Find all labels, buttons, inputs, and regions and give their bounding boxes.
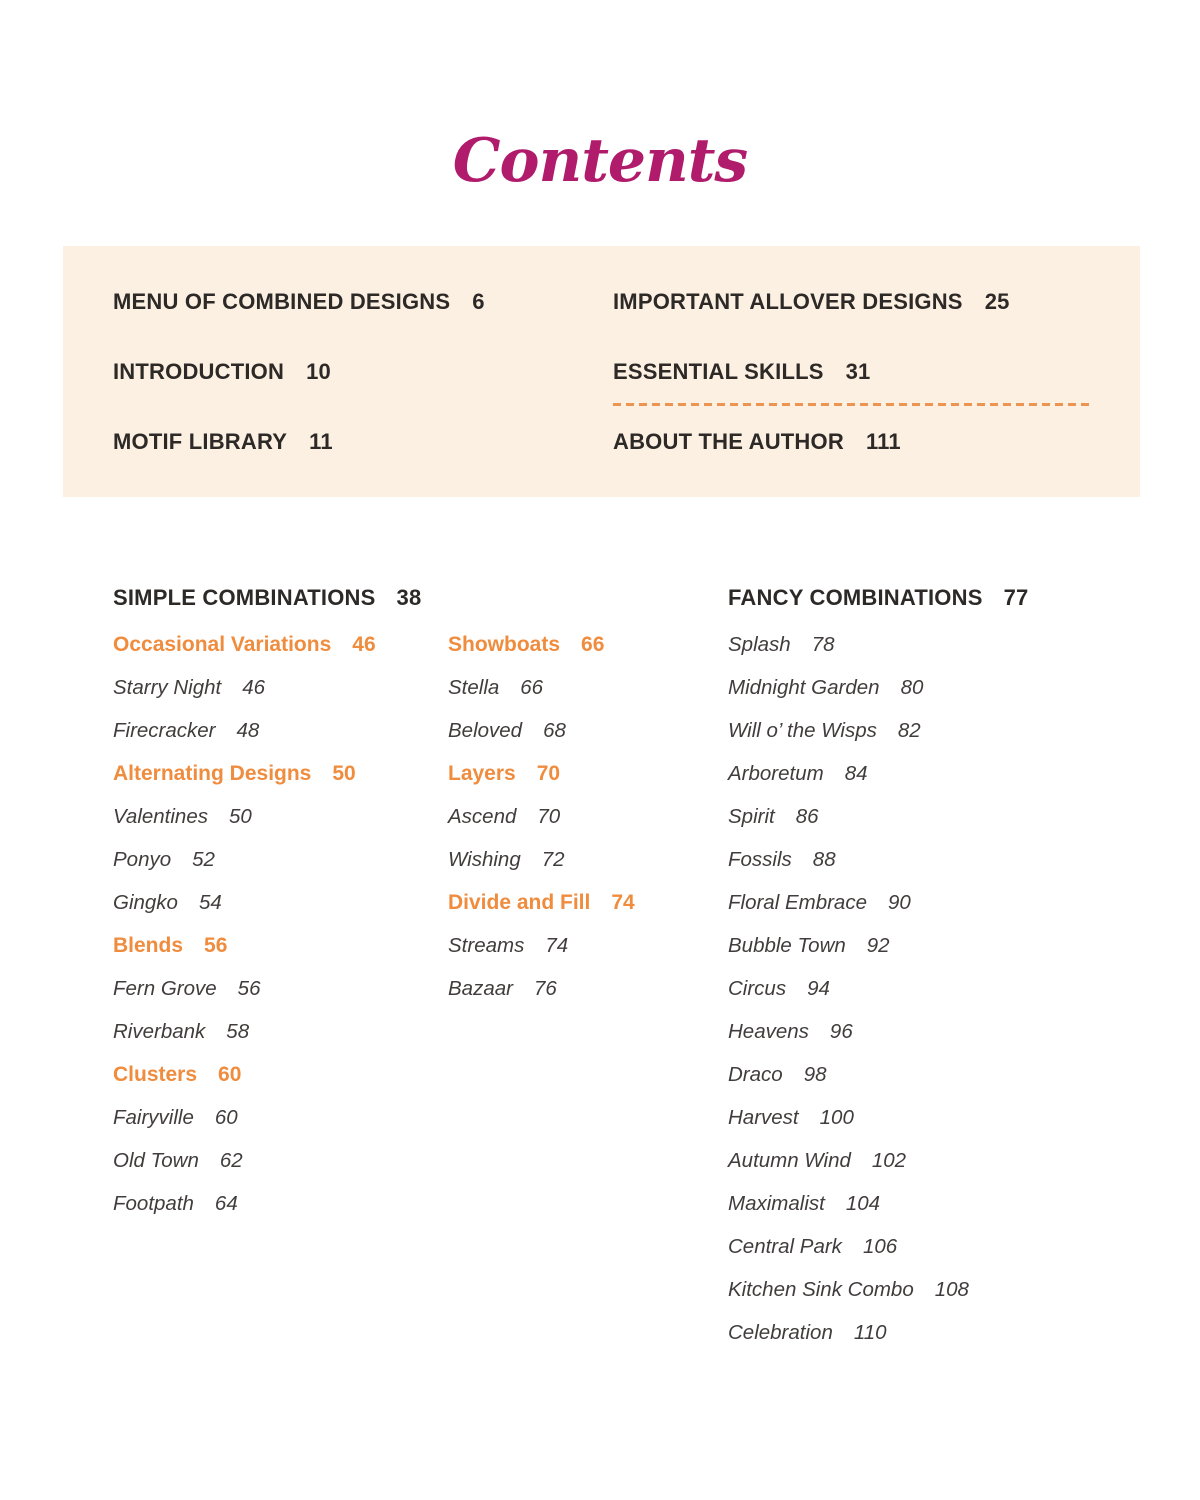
toc-entry-label: Maximalist — [728, 1192, 825, 1215]
toc-entry-page: 106 — [862, 1235, 898, 1258]
toc-entry-page: 98 — [803, 1063, 827, 1086]
toc-subhead-label: Clusters — [113, 1063, 198, 1086]
toc-front-page: 6 — [472, 289, 485, 314]
toc-front-page: 111 — [865, 429, 901, 454]
toc-subhead — [113, 924, 453, 967]
toc-entry-page: 96 — [829, 1020, 853, 1043]
toc-subhead-label: Blends — [113, 934, 184, 957]
toc-entry-page: 86 — [795, 805, 819, 828]
toc-entry — [728, 795, 1158, 838]
toc-entry — [448, 967, 738, 1010]
toc-entry-label: Firecracker — [113, 719, 216, 742]
toc-entry-page: 102 — [871, 1149, 907, 1172]
toc-front-row — [613, 337, 1010, 407]
toc-front-label: ABOUT THE AUTHOR — [613, 429, 844, 454]
section-header-label: FANCY COMBINATIONS — [728, 585, 983, 610]
toc-entry-label: Bubble Town — [728, 934, 846, 957]
section-header-fancy-combinations — [728, 576, 1158, 619]
simple-combinations-column-2 — [448, 576, 738, 1010]
toc-entry — [728, 881, 1158, 924]
toc-entry-page: 110 — [853, 1321, 887, 1344]
toc-entry — [728, 1182, 1158, 1225]
toc-subhead — [448, 881, 738, 924]
dashed-divider — [613, 403, 1090, 406]
toc-front-label: MOTIF LIBRARY — [113, 429, 288, 454]
toc-front-row — [613, 267, 1010, 337]
toc-entry — [448, 709, 738, 752]
toc-entry — [728, 666, 1158, 709]
toc-entry — [728, 1053, 1158, 1096]
toc-front-page: 10 — [306, 359, 331, 384]
toc-subhead-page: 46 — [352, 633, 376, 656]
toc-front-label: INTRODUCTION — [113, 359, 285, 384]
toc-front-label: ESSENTIAL SKILLS — [613, 359, 824, 384]
front-matter-left-column — [113, 267, 485, 477]
page-title: Contents — [452, 126, 748, 196]
simple-combinations-column-1 — [113, 576, 453, 1225]
toc-subhead-label: Alternating Designs — [113, 762, 312, 785]
toc-front-row — [113, 407, 485, 477]
toc-entry — [728, 1139, 1158, 1182]
toc-entry-page: 68 — [543, 719, 566, 742]
toc-entry-page: 82 — [897, 719, 921, 742]
toc-entry — [113, 1010, 453, 1053]
toc-entry — [113, 1139, 453, 1182]
toc-entry-page: 62 — [219, 1149, 243, 1172]
front-matter-right-column — [613, 267, 1010, 477]
toc-entry-page: 56 — [237, 977, 261, 1000]
toc-entry-label: Beloved — [448, 719, 523, 742]
toc-entry-label: Ponyo — [113, 848, 172, 871]
toc-entry-label: Bazaar — [448, 977, 513, 1000]
toc-entry — [113, 666, 453, 709]
toc-entry-label: Gingko — [113, 891, 178, 914]
toc-entry-page: 92 — [866, 934, 890, 957]
toc-subhead — [113, 1053, 453, 1096]
toc-front-page: 11 — [309, 429, 333, 454]
toc-entry-label: Valentines — [113, 805, 208, 828]
front-matter-box — [63, 246, 1140, 497]
toc-entry-page: 54 — [198, 891, 222, 914]
toc-entry-label: Harvest — [728, 1106, 799, 1129]
toc-entry-page: 60 — [214, 1106, 238, 1129]
toc-entry-label: Circus — [728, 977, 787, 1000]
toc-entry-page: 88 — [812, 848, 836, 871]
toc-entry-page: 78 — [811, 633, 835, 656]
toc-front-row — [613, 407, 1010, 477]
toc-front-row — [113, 337, 485, 407]
fancy-combinations-column — [728, 576, 1158, 1354]
toc-entry — [448, 666, 738, 709]
toc-entry-page: 100 — [819, 1106, 854, 1129]
toc-entry-page: 76 — [533, 977, 557, 1000]
toc-subhead-label: Occasional Variations — [113, 633, 332, 656]
toc-entry — [448, 795, 738, 838]
toc-entry — [728, 709, 1158, 752]
toc-entry — [113, 967, 453, 1010]
toc-subhead — [448, 623, 738, 666]
toc-entry — [113, 881, 453, 924]
toc-entry — [448, 924, 738, 967]
toc-subhead — [113, 752, 453, 795]
toc-entry — [728, 623, 1158, 666]
section-header-page: 38 — [396, 585, 422, 610]
toc-entry-page: 84 — [844, 762, 868, 785]
toc-front-label: MENU OF COMBINED DESIGNS — [113, 289, 451, 314]
toc-entry-label: Riverbank — [113, 1020, 206, 1043]
toc-entry-page: 58 — [226, 1020, 250, 1043]
toc-entry-page: 52 — [192, 848, 215, 871]
toc-entry — [113, 709, 453, 752]
section-header-simple-combinations — [113, 576, 453, 619]
toc-subhead-label: Layers — [448, 762, 516, 785]
toc-front-page: 25 — [984, 289, 1010, 314]
toc-entry-label: Autumn Wind — [728, 1149, 851, 1172]
toc-entry-label: Spirit — [728, 805, 775, 828]
toc-entry — [113, 838, 453, 881]
toc-entry-label: Will o’ the Wisps — [728, 719, 877, 742]
toc-entry-page: 90 — [888, 891, 911, 914]
toc-entry-page: 50 — [228, 805, 252, 828]
toc-entry — [728, 1311, 1158, 1354]
toc-subhead-page: 66 — [581, 633, 605, 656]
toc-entry-label: Kitchen Sink Combo — [728, 1278, 914, 1301]
toc-entry — [113, 795, 453, 838]
toc-entry-label: Stella — [448, 676, 500, 699]
toc-entry-label: Central Park — [728, 1235, 842, 1258]
toc-entry — [728, 1010, 1158, 1053]
toc-entry — [728, 752, 1158, 795]
toc-entry-label: Heavens — [728, 1020, 809, 1043]
toc-entry — [728, 1268, 1158, 1311]
toc-entry-label: Starry Night — [113, 676, 222, 699]
toc-entry-page: 46 — [242, 676, 266, 699]
toc-entry-page: 94 — [807, 977, 830, 1000]
toc-entry-label: Fairyville — [113, 1106, 194, 1129]
toc-entry — [728, 1225, 1158, 1268]
toc-entry-label: Draco — [728, 1063, 783, 1086]
toc-entry-page: 48 — [236, 719, 260, 742]
toc-entry — [113, 1096, 453, 1139]
toc-subhead-label: Showboats — [448, 633, 561, 656]
toc-entry-page: 70 — [537, 805, 561, 828]
section-header-page: 77 — [1003, 585, 1029, 610]
toc-entry-page: 108 — [934, 1278, 969, 1301]
toc-entry-label: Fossils — [728, 848, 792, 871]
toc-entry-label: Old Town — [113, 1149, 199, 1172]
toc-entry-label: Celebration — [728, 1321, 833, 1344]
toc-subhead-page: 50 — [332, 762, 356, 785]
toc-entry-label: Ascend — [448, 805, 517, 828]
toc-entry-page: 74 — [545, 934, 569, 957]
toc-subhead — [448, 752, 738, 795]
toc-entry — [728, 838, 1158, 881]
toc-front-page: 31 — [845, 359, 871, 384]
toc-entry-label: Streams — [448, 934, 525, 957]
toc-entry-page: 66 — [520, 676, 544, 699]
toc-entry-page: 72 — [541, 848, 565, 871]
toc-subhead-page: 60 — [218, 1063, 242, 1086]
toc-front-label: IMPORTANT ALLOVER DESIGNS — [613, 289, 963, 314]
toc-subhead-page: 56 — [204, 934, 228, 957]
toc-entry-label: Floral Embrace — [728, 891, 867, 914]
toc-entry-page: 80 — [900, 676, 924, 699]
toc-entry-label: Splash — [728, 633, 791, 656]
toc-front-row — [113, 267, 485, 337]
toc-subhead-page: 74 — [611, 891, 635, 914]
toc-subhead — [113, 623, 453, 666]
toc-subhead-page: 70 — [536, 762, 561, 785]
toc-entry — [728, 1096, 1158, 1139]
toc-entry-label: Midnight Garden — [728, 676, 880, 699]
toc-entry — [728, 967, 1158, 1010]
toc-entry-label: Fern Grove — [113, 977, 217, 1000]
toc-subhead-label: Divide and Fill — [448, 891, 591, 914]
toc-entry — [113, 1182, 453, 1225]
toc-entry-page: 104 — [845, 1192, 881, 1215]
toc-entry-label: Footpath — [113, 1192, 194, 1215]
toc-entry-label: Wishing — [448, 848, 521, 871]
toc-entry — [448, 838, 738, 881]
toc-entry — [728, 924, 1158, 967]
toc-entry-label: Arboretum — [728, 762, 824, 785]
toc-entry-page: 64 — [214, 1192, 238, 1215]
section-header-label: SIMPLE COMBINATIONS — [113, 585, 376, 610]
